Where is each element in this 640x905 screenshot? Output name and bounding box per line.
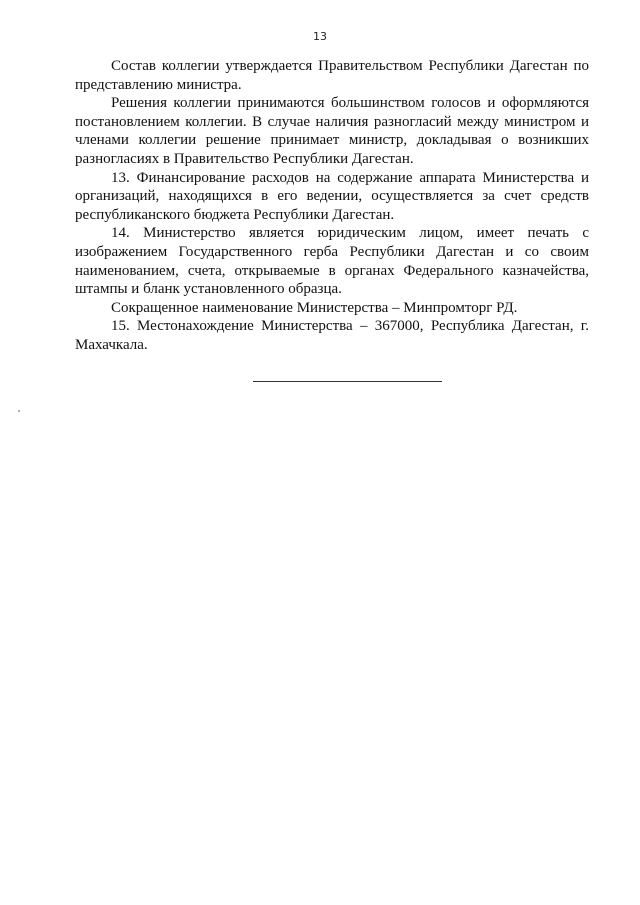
paragraph-14-legal-entity: 14. Министерство является юридическим лицом, имеет печать с изображением Государственного герба Республики Дагестан и со своим наименованием, счета, открываемые в органах Федерального казначейства, штампы и бланк установленного образца. [75, 225, 589, 298]
paragraph-board-decisions: Решения коллегии принимаются большинством голосов и оформляются постановлением коллегии. В случае наличия разногласий между министром и членами коллегии решение принимает министр, докладывая о возникших разногласиях в Правительство Республики Дагестан. [75, 95, 589, 167]
paragraph-board-composition: Состав коллегии утверждается Правительством Республики Дагестан по представлению министра. [75, 58, 589, 93]
paragraph-short-name: Сокращенное наименование Министерства – Минпромторг РД. [111, 299, 518, 316]
paragraph-15-location: 15. Местонахождение Министерства – 367000, Республика Дагестан, г. Махачкала. [75, 318, 589, 353]
scan-speck [18, 410, 20, 412]
end-of-text-rule [253, 381, 442, 382]
document-body [75, 57, 589, 355]
paragraph-13-financing: 13. Финансирование расходов на содержание аппарата Министерства и организаций, находящихся в его ведении, осуществляется за счет средств республиканского бюджета Республики Дагестан. [75, 169, 589, 223]
page-number: 13 [313, 30, 327, 43]
